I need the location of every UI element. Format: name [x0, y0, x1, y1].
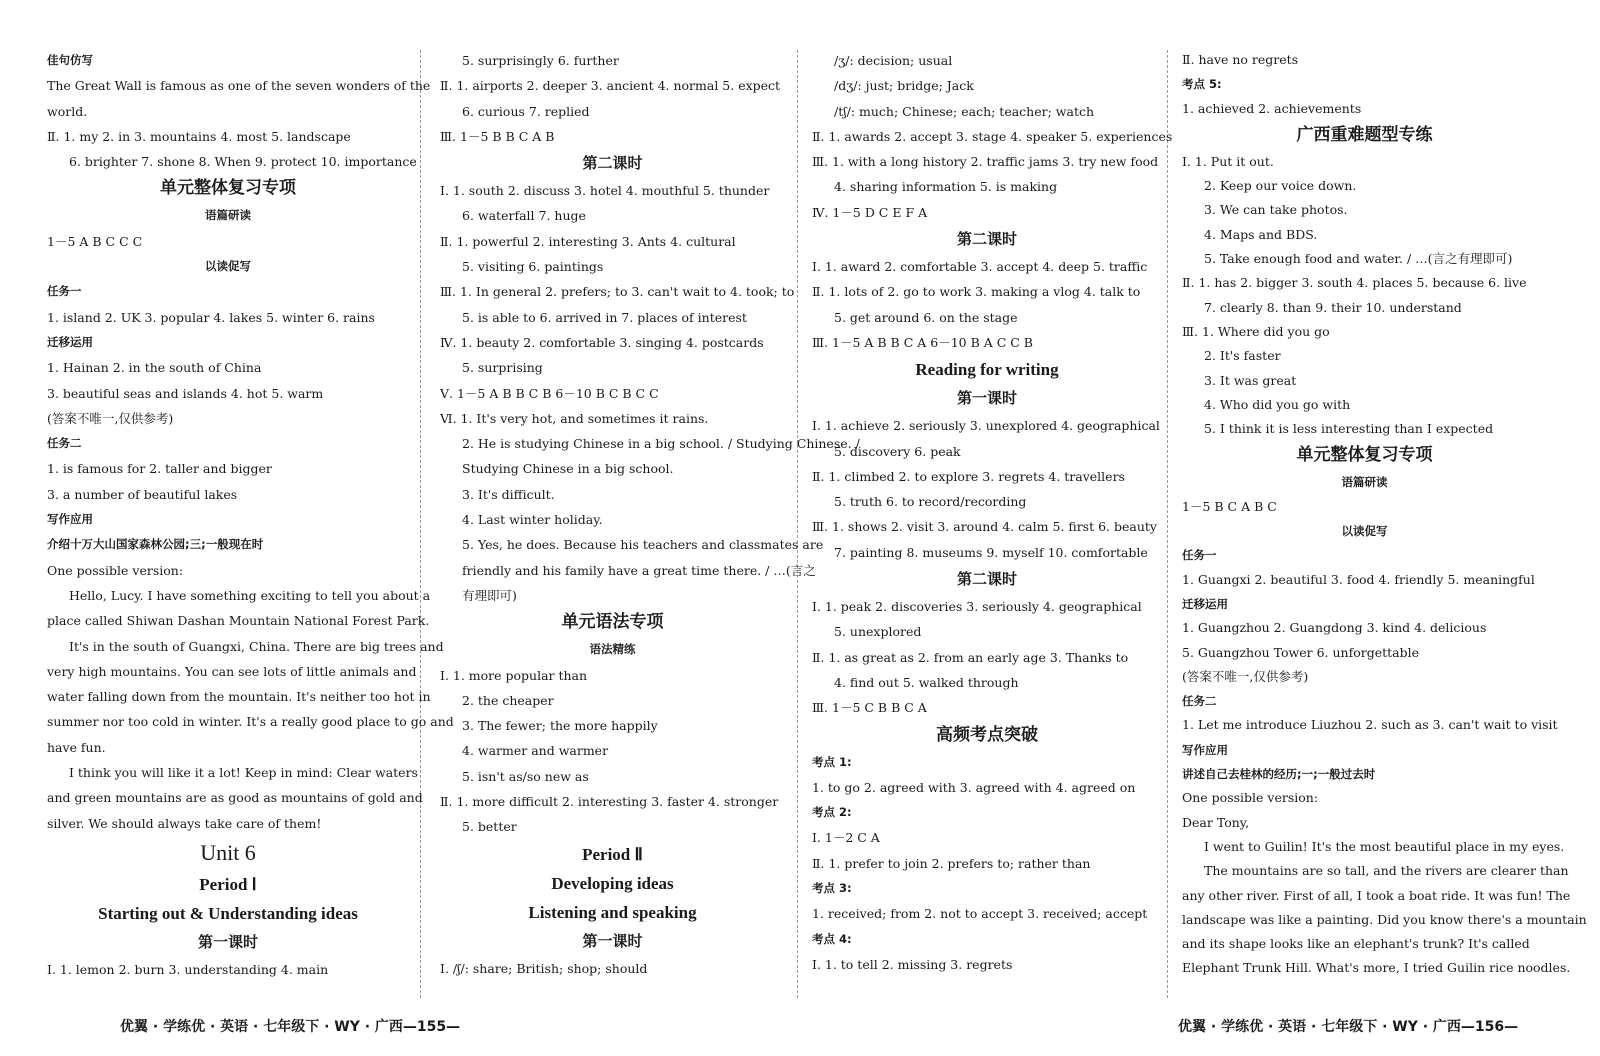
task-label: 写作应用	[1182, 742, 1228, 757]
section-title: Reading for writing	[915, 360, 1059, 380]
lesson-heading: 第一课时	[197, 932, 258, 951]
answer-line: 6. brighter 7. shone 8. When 9. protect 10. importance	[69, 154, 417, 170]
answer-line: 3. beautiful seas and islands 4. hot 5. warm	[47, 385, 324, 401]
essay-line: water falling down from the mountain. It's neither too hot in	[47, 689, 431, 705]
answer-line: Ⅰ. 1. award 2. comfortable 3. accept 4. deep 5. traffic	[812, 259, 1148, 275]
answer-line: 1. Let me introduce Liuzhou 2. such as 3. can't wait to visit	[1182, 717, 1558, 733]
answer-line: world.	[47, 103, 88, 119]
lesson-heading: 第一课时	[956, 389, 1017, 408]
essay-line: I went to Guilin! It's the most beautiful place in my eyes.	[1204, 838, 1565, 854]
essay-line: summer nor too cold in winter. It's a really good place to go and	[47, 714, 454, 730]
answer-line: 4. sharing information 5. is making	[834, 179, 1058, 195]
answer-line: /ʒ/: decision; usual	[834, 53, 953, 68]
section-heading: 单元整体复习专项	[160, 178, 296, 199]
point-label: 考点 1:	[812, 754, 852, 769]
point-label: 考点 4:	[812, 931, 852, 946]
answer-line: 5. discovery 6. peak	[834, 443, 961, 459]
essay-line: very high mountains. You can see lots of little animals and	[47, 663, 417, 679]
section-heading: 单元整体复习专项	[1296, 445, 1433, 466]
answer-line: Ⅱ. 1. airports 2. deeper 3. ancient 4. normal 5. expect	[440, 78, 781, 94]
answer-line: Ⅱ. 1. powerful 2. interesting 3. Ants 4. cultural	[440, 233, 736, 249]
answer-line: 5. isn't as/so new as	[462, 768, 589, 784]
column-divider-3	[1167, 50, 1168, 998]
column-1	[47, 48, 454, 982]
answer-line: 5. unexplored	[834, 624, 922, 640]
answer-line: The Great Wall is famous as one of the seven wonders of the	[47, 78, 431, 94]
answer-line: 1. to go 2. agreed with 3. agreed with 4. agreed on	[812, 779, 1136, 795]
lesson-heading: 第一课时	[582, 931, 643, 950]
answer-line: Ⅰ. 1. peak 2. discoveries 3. seriously 4. geographical	[812, 599, 1142, 615]
point-label: 考点 5:	[1182, 77, 1222, 92]
answer-line: Ⅲ. 1－5 A B B C A 6－10 B A C C B	[812, 334, 1033, 350]
answer-line: Ⅰ. 1－2 C A	[812, 830, 880, 846]
answer-line: Ⅰ. 1. to tell 2. missing 3. regrets	[812, 956, 1013, 972]
answer-line: 1－5 B C A B C	[1182, 498, 1277, 514]
answer-line: Ⅰ. 1. more popular than	[440, 667, 588, 683]
subsection-heading: 语篇研读	[1341, 475, 1388, 490]
period-title: Period Ⅱ	[582, 844, 643, 864]
answer-line: 1. Guangxi 2. beautiful 3. food 4. friendly 5. meaningful	[1182, 571, 1535, 587]
section-heading: 单元语法专项	[561, 612, 664, 633]
essay-line: have fun.	[47, 739, 106, 755]
answer-line: Ⅱ. 1. prefer to join 2. prefers to; rather than	[812, 855, 1091, 871]
answer-line: 1. is famous for 2. taller and bigger	[47, 461, 272, 477]
answer-line: 3. We can take photos.	[1204, 202, 1348, 218]
answer-line: Ⅲ. 1－5 B B C A B	[440, 128, 555, 144]
answer-line: Ⅱ. 1. as great as 2. from an early age 3. Thanks to	[812, 649, 1129, 665]
answer-line: Ⅴ. 1－5 A B B C B 6－10 B C B C C	[440, 385, 659, 401]
column-divider-1	[420, 50, 421, 998]
answer-line: 3. a number of beautiful lakes	[47, 486, 238, 502]
answer-line: 4. warmer and warmer	[462, 743, 609, 759]
essay-line: I think you will like it a lot! Keep in mind: Clear waters	[69, 765, 418, 781]
answer-line: Ⅰ. 1. south 2. discuss 3. hotel 4. mouthful 5. thunder	[440, 183, 770, 199]
answer-line: Ⅱ. 1. awards 2. accept 3. stage 4. speaker 5. experiences	[812, 128, 1173, 144]
essay-line: Hello, Lucy. I have something exciting to tell you about a	[69, 587, 431, 603]
answer-line: 3. The fewer; the more happily	[462, 718, 658, 734]
lesson-heading: 第二课时	[956, 230, 1017, 249]
answer-line: 2. Keep our voice down.	[1204, 178, 1357, 194]
essay-line: and green mountains are as good as mountains of gold and	[47, 790, 423, 806]
answer-line: Studying Chinese in a big school.	[462, 461, 674, 477]
section-title: Listening and speaking	[528, 902, 697, 922]
answer-line: 3. It was great	[1204, 372, 1297, 388]
answer-line: 1. Hainan 2. in the south of China	[47, 360, 262, 376]
subsection-heading: 以读促写	[205, 259, 251, 274]
answer-line: 5. is able to 6. arrived in 7. places of interest	[462, 309, 747, 325]
answer-line: Ⅱ. have no regrets	[1182, 52, 1299, 67]
answer-line: 有理即可)	[462, 587, 517, 603]
answer-line: 2. It's faster	[1204, 348, 1281, 364]
answer-line: 1. achieved 2. achievements	[1182, 100, 1362, 116]
answer-line: Ⅲ. 1. with a long history 2. traffic jams 3. try new food	[812, 154, 1159, 170]
task-label: 写作应用	[47, 512, 93, 527]
answer-line: Ⅱ. 1. has 2. bigger 3. south 4. places 5. because 6. live	[1182, 275, 1527, 291]
page-footer-right: 优翼 · 学练优 · 英语 · 七年级下 · WY · 广西—156—	[1178, 1019, 1519, 1035]
point-label: 考点 2:	[812, 805, 852, 820]
task-label: 任务一	[1182, 548, 1217, 563]
answer-line: 1－5 A B C C C	[47, 233, 143, 249]
answer-line: Ⅰ. 1. achieve 2. seriously 3. unexplored 4. geographical	[812, 418, 1160, 434]
answer-line: 6. waterfall 7. huge	[462, 208, 586, 224]
writing-topic: 介绍十万大山国家森林公园;三;一般现在时	[47, 537, 264, 552]
answer-line: 5. surprisingly 6. further	[462, 53, 619, 68]
answer-line: Ⅱ. 1. climbed 2. to explore 3. regrets 4. travellers	[812, 468, 1125, 484]
answer-line: Ⅰ. /ʃ/: share; British; shop; should	[440, 960, 648, 976]
page-footer-left: 优翼 · 学练优 · 英语 · 七年级下 · WY · 广西—155—	[120, 1019, 461, 1035]
point-label: 考点 3:	[812, 881, 852, 896]
period-title: Period Ⅰ	[199, 874, 257, 894]
answer-line: Ⅰ. 1. Put it out.	[1182, 153, 1274, 169]
essay-line: silver. We should always take care of them!	[47, 815, 322, 831]
section-title: Developing ideas	[551, 873, 674, 893]
answer-line: Ⅲ. 1. Where did you go	[1182, 323, 1330, 339]
answer-line: friendly and his family have a great time there. / …(言之	[462, 562, 816, 578]
task-label: 任务一	[47, 284, 82, 299]
answer-line: One possible version:	[47, 562, 184, 578]
task-label: 任务二	[47, 436, 82, 451]
answer-line: 5. truth 6. to record/recording	[834, 494, 1027, 510]
answer-line: 5. get around 6. on the stage	[834, 309, 1018, 325]
essay-line: Dear Tony,	[1182, 814, 1250, 830]
answer-line: One possible version:	[1182, 790, 1319, 806]
answer-line: Ⅱ. 1. lots of 2. go to work 3. making a vlog 4. talk to	[812, 284, 1141, 300]
answer-line: 6. curious 7. replied	[462, 103, 590, 119]
column-3	[812, 48, 1173, 977]
answer-line: Ⅲ. 1. shows 2. visit 3. around 4. calm 5. first 6. beauty	[812, 519, 1157, 535]
writing-topic: 讲述自己去桂林的经历;一;一般过去时	[1182, 767, 1376, 782]
answer-line: 1. island 2. UK 3. popular 4. lakes 5. winter 6. rains	[47, 309, 375, 325]
section-heading: 高频考点突破	[936, 724, 1038, 745]
answer-line: 1. Guangzhou 2. Guangdong 3. kind 4. delicious	[1182, 620, 1487, 636]
unit-title: Unit 6	[200, 839, 256, 865]
subsection-heading: 以读促写	[1341, 524, 1388, 539]
answer-line: 5. Yes, he does. Because his teachers and classmates are	[462, 537, 824, 553]
answer-note: (答案不唯一,仅供参考)	[47, 410, 174, 426]
answer-line: Ⅱ. 1. my 2. in 3. mountains 4. most 5. landscape	[47, 128, 351, 144]
answer-line: Ⅱ. 1. more difficult 2. interesting 3. faster 4. stronger	[440, 794, 779, 810]
subsection-heading: 语篇研读	[205, 208, 251, 223]
essay-line: It's in the south of Guangxi, China. There are big trees and	[69, 638, 444, 654]
answer-line: Ⅵ. 1. It's very hot, and sometimes it rains.	[440, 410, 709, 426]
task-label: 迁移运用	[47, 334, 93, 349]
section-heading: 广西重难题型专练	[1296, 124, 1433, 145]
answer-line: Ⅰ. 1. lemon 2. burn 3. understanding 4. main	[47, 961, 329, 977]
answer-line: /dʒ/: just; bridge; Jack	[834, 78, 974, 94]
column-4	[1182, 48, 1587, 981]
answer-line: 4. Last winter holiday.	[462, 512, 603, 528]
answer-line: Ⅳ. 1. beauty 2. comfortable 3. singing 4. postcards	[440, 334, 764, 350]
answer-line: 7. clearly 8. than 9. their 10. understand	[1204, 299, 1462, 315]
answer-line: 2. the cheaper	[462, 692, 554, 708]
task-label: 迁移运用	[1182, 596, 1228, 611]
answer-line: 4. Who did you go with	[1204, 396, 1351, 412]
answer-line: 4. find out 5. walked through	[834, 674, 1019, 690]
essay-line: place called Shiwan Dashan Mountain National Forest Park.	[47, 613, 430, 629]
essay-line: The mountains are so tall, and the rivers are clearer than	[1204, 863, 1569, 879]
answer-line: 5. Take enough food and water. / …(言之有理即可)	[1204, 251, 1513, 267]
lesson-heading: 第二课时	[956, 570, 1017, 589]
answer-line: 5. Guangzhou Tower 6. unforgettable	[1182, 644, 1419, 660]
lesson-heading: 第二课时	[582, 154, 643, 173]
essay-line: landscape was like a painting. Did you know there's a mountain	[1182, 911, 1587, 927]
answer-line: 4. Maps and BDS.	[1204, 226, 1318, 242]
answer-line: 1. received; from 2. not to accept 3. received; accept	[812, 906, 1148, 922]
essay-line: and its shape looks like an elephant's trunk? It's called	[1182, 936, 1530, 952]
answer-note: (答案不唯一,仅供参考)	[1182, 668, 1309, 684]
answer-line: 5. surprising	[462, 360, 543, 376]
answer-line: 5. I think it is less interesting than I expected	[1204, 421, 1494, 437]
subsection-heading: 语法精练	[589, 642, 636, 657]
section-title: Starting out & Understanding ideas	[98, 903, 358, 923]
column-divider-2	[797, 50, 798, 998]
essay-line: Elephant Trunk Hill. What's more, I tried Guilin rice noodles.	[1182, 960, 1571, 976]
answer-line: 2. He is studying Chinese in a big school. / Studying Chinese. /	[462, 436, 860, 452]
essay-line: any other river. First of all, I took a boat ride. It was fun! The	[1182, 887, 1571, 903]
task-label: 任务二	[1182, 694, 1217, 709]
answer-line: Ⅲ. 1－5 C B B C A	[812, 700, 927, 716]
answer-line: 5. better	[462, 819, 517, 835]
answer-line: /tʃ/: much; Chinese; each; teacher; watch	[834, 103, 1095, 119]
answer-line: Ⅳ. 1－5 D C E F A	[812, 204, 928, 220]
answer-line: 7. painting 8. museums 9. myself 10. comfortable	[834, 544, 1148, 560]
answer-line: 3. It's difficult.	[462, 486, 555, 502]
section-label: 佳句仿写	[47, 53, 93, 67]
answer-line: 5. visiting 6. paintings	[462, 259, 604, 275]
answer-line: Ⅲ. 1. In general 2. prefers; to 3. can't wait to 4. took; to	[440, 284, 795, 300]
